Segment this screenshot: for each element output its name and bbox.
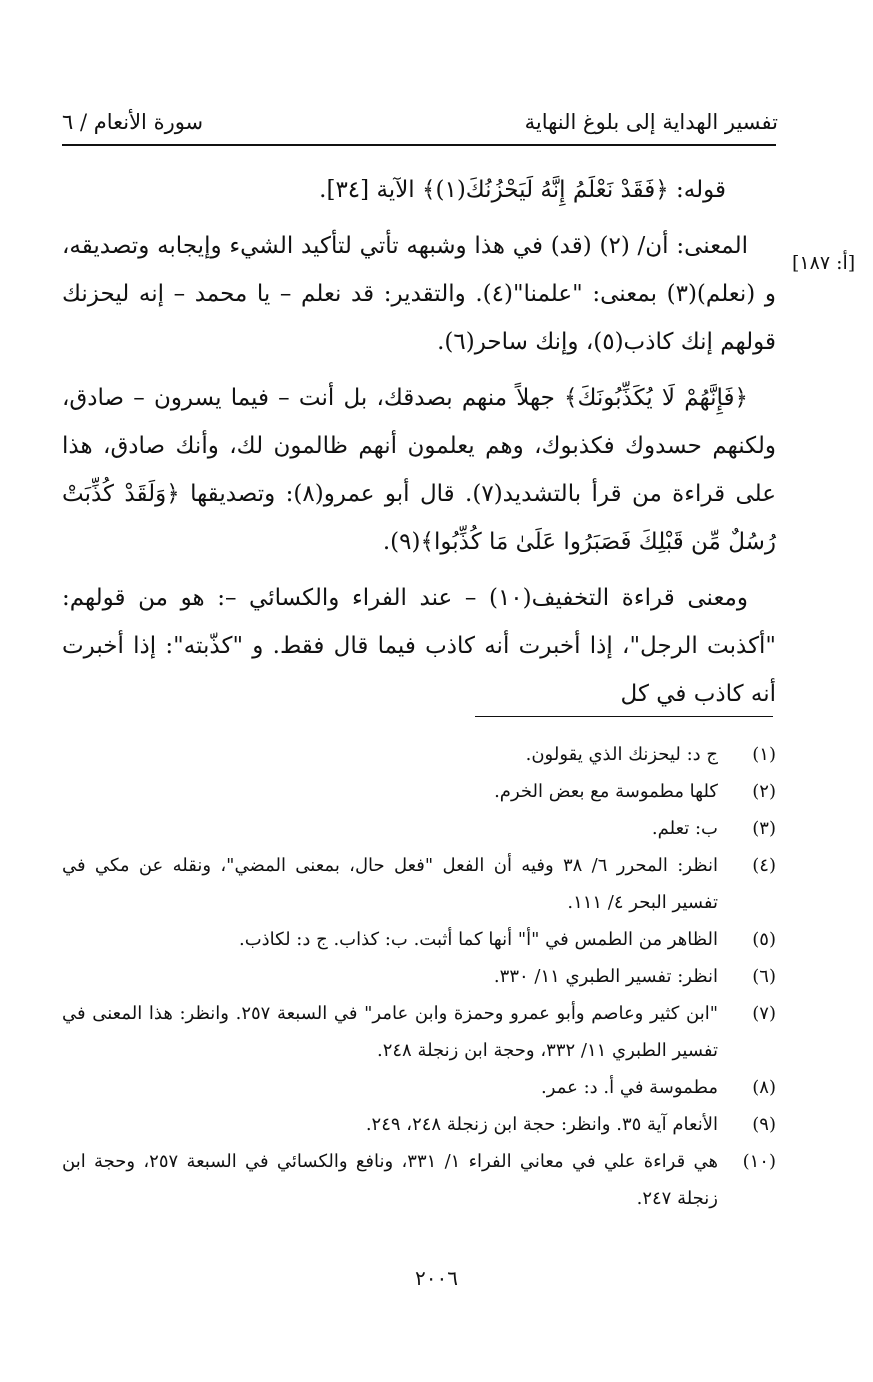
- page-number: ٢٠٠٦: [415, 1266, 458, 1290]
- footnote-item: [62, 1069, 776, 1106]
- footnote-number: (٤): [752, 855, 776, 876]
- footnote-text: ب: تعلم.: [651, 818, 718, 839]
- footnote-item: [62, 958, 776, 995]
- footnote-item: [62, 995, 776, 1069]
- commentary-paragraph-3: ومعنى قراءة التخفيف(١٠) – عند الفراء والكسائي –: هو من قولهم: "أكذبت الرجل"، إذا أخبرت أنه كاذب فيما قال فقط. و "كذّبته": إذا أخبرت أنه كاذب في كل: [62, 585, 776, 707]
- footnote-text: كلها مطموسة مع بعض الخرم.: [494, 781, 718, 802]
- footnote-number: (٩): [752, 1114, 776, 1135]
- verse-citation-paragraph: قوله: ﴿فَقَدْ نَعْلَمُ إِنَّهُ لَيَحْزُنُكَ(١)﴾ الآية [٣٤].: [319, 177, 726, 203]
- footnote-number: (٣): [752, 818, 776, 839]
- footnote-item: [62, 1143, 776, 1217]
- footnote-item: [62, 773, 776, 810]
- footnote-text: الظاهر من الطمس في "أ" أنها كما أثبت. ب: كذاب. ج د: لكاذب.: [238, 929, 718, 950]
- main-text: [62, 166, 776, 726]
- footnote-text: "ابن كثير وعاصم وأبو عمرو وحمزة وابن عامر" في السبعة ٢٥٧. وانظر: هذا المعنى في تفسير الطبري ١١/ ٣٣٢، وحجة ابن زنجلة ٢٤٨.: [62, 1003, 719, 1061]
- footnote-item: [62, 736, 776, 773]
- footnote-text: الأنعام آية ٣٥. وانظر: حجة ابن زنجلة ٢٤٨، ٢٤٩.: [365, 1114, 718, 1135]
- footnote-item: [62, 847, 776, 921]
- footnote-text: ج د: ليحزنك الذي يقولون.: [525, 744, 718, 765]
- footnote-number: (١): [752, 744, 776, 765]
- footnote-item: [62, 1106, 776, 1143]
- footnote-separator: [475, 716, 773, 717]
- footnote-text: مطموسة في أ. د: عمر.: [541, 1077, 718, 1098]
- footnote-text: هي قراءة علي في معاني الفراء ١/ ٣٣١، ونافع والكسائي في السبعة ٢٥٧، وحجة ابن زنجلة ٢٤٧.: [62, 1151, 718, 1209]
- footnote-item: [62, 921, 776, 958]
- footnote-number: (٨): [752, 1077, 776, 1098]
- footnote-text: انظر: تفسير الطبري ١١/ ٣٣٠.: [493, 966, 718, 987]
- footnote-number: (٢): [752, 781, 776, 802]
- footnote-number: (١٠): [742, 1151, 776, 1172]
- footnote-number: (٥): [752, 929, 776, 950]
- footnote-item: [62, 810, 776, 847]
- commentary-paragraph-1: المعنى: أن/ (٢) (قد) في هذا وشبهه تأتي لتأكيد الشيء وإيجابه وتصديقه، و (نعلم)(٣) بمعنى: "علمنا"(٤). والتقدير: قد نعلم – يا محمد – إنه ليحزنك قولهم إنك كاذب(٥)، وإنك ساحر(٦).: [62, 233, 776, 355]
- header-rule: [62, 144, 776, 146]
- footnote-text: انظر: المحرر ٦/ ٣٨ وفيه أن الفعل "فعل حال، بمعنى المضي"، ونقله عن مكي في تفسير البحر ٤/ ١١١.: [62, 855, 718, 913]
- running-header-title: تفسير الهداية إلى بلوغ النهاية: [524, 110, 778, 134]
- commentary-paragraph-2: ﴿فَإِنَّهُمْ لَا يُكَذِّبُونَكَ﴾ جهلاً منهم بصدقك، بل أنت – فيما يسرون – صادق، ولكنهم حسدوك فكذبوك، وهم يعلمون أنهم ظالمون لك، وأنك صادق، هذا على قراءة من قرأ بالتشديد(٧). قال أبو عمرو(٨): وتصديقها ﴿وَلَقَدْ كُذِّبَتْ رُسُلٌ مِّن قَبْلِكَ فَصَبَرُوا عَلَىٰ مَا كُذِّبُوا﴾(٩).: [62, 385, 776, 555]
- footnotes-list: [62, 736, 776, 1217]
- running-header-surah: سورة الأنعام / ٦: [62, 110, 204, 134]
- manuscript-folio-marker: [أ: ١٨٧]: [792, 252, 856, 274]
- footnote-number: (٦): [752, 966, 776, 987]
- footnote-number: (٧): [752, 1003, 776, 1024]
